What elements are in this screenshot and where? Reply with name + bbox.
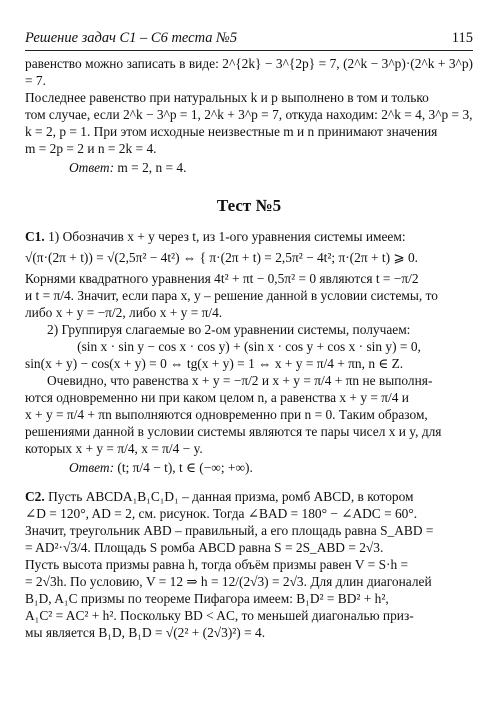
text-line [25, 228, 473, 245]
text-span: Пусть ABCDA₁B₁C₁D₁ – данная призма, ромб ABCD, в котором [48, 489, 414, 504]
text-line: которых x + y = π/4, x = π/4 − y. [25, 441, 203, 456]
answer-label: Ответ: [69, 160, 115, 175]
formula-line: (sin x · sin y − cos x · cos y) + (sin x · cos y + cos x · sin y) = 0, [77, 339, 421, 354]
text-line: k = 2, p = 1. При этом исходные неизвестные m и n принимают значения [25, 124, 438, 139]
text-line: Последнее равенство при натуральных k и p выполнено в том и только [25, 90, 429, 105]
text-line: = 2√3h. По условию, V = 12 ⇒ h = 12/(2√3) = 2√3. Для длин диагоналей [25, 574, 432, 589]
text-line: A₁C² = AC² + h². Поскольку BD < AC, то меньшей диагональю приз- [25, 608, 414, 623]
answer-label: Ответ: [69, 460, 115, 475]
text-line: ∠D = 120°, AD = 2, см. рисунок. Тогда ∠BAD = 180° − ∠ADC = 60°. [25, 506, 418, 521]
text-line: Пусть высота призмы равна h, тогда объём призмы равен V = S·h = [25, 557, 409, 572]
answer-line [25, 459, 473, 476]
text-line: решениями данной в условии системы являются те пары чисел x и y, для [25, 424, 442, 439]
text-line: m = 2p = 2 и n = 2k = 4. [25, 141, 157, 156]
answer-value: (t; π/4 − t), t ∈ (−∞; +∞). [117, 460, 253, 475]
text-line: Корнями квадратного уравнения 4t² + πt − 0,5π² = 0 являются t = −π/2 [25, 271, 419, 286]
text-line: Значит, треугольник ABD – правильный, а его площадь равна S_ABD = [25, 523, 434, 538]
running-header [25, 30, 473, 51]
text-span: 1) Обозначив x + y через t, из 1-ого уравнения системы имеем: [48, 229, 406, 244]
answer-value: m = 2, n = 4. [117, 160, 187, 175]
text-line: том случае, если 2^k − 3^p = 1, 2^k + 3^p = 7, откуда находим: 2^k = 4, 3^p = 3, [25, 107, 473, 122]
text-line: = AD²·√3/4. Площадь S ромба ABCD равна S = 2S_ABD = 2√3. [25, 540, 384, 555]
text-line: и t = π/4. Значит, если пара x, y – решение данной в условии системы, то [25, 288, 438, 303]
text-line [25, 488, 473, 505]
formula-line: sin(x + y) − cos(x + y) = 0 ⇔ tg(x + y) = 1 ⇔ x + y = π/4 + πn, n ∈ Z. [25, 356, 404, 371]
formula-line: √(π·(2π + t)) = √(2,5π² − 4t²) ⇔ { π·(2π + t) = 2,5π² − 4t²; π·(2π + t) ⩾ 0. [25, 250, 418, 265]
text-line: Очевидно, что равенства x + y = −π/2 и x + y = π/4 + πn не выполня- [47, 373, 433, 388]
intro-block [25, 55, 473, 176]
text-line: x + y = π/4 + πn выполняются одновременно при n = 0. Таким образом, [25, 407, 428, 422]
text-line: B₁D, A₁C призмы по теореме Пифагора имеем: B₁D² = BD² + h², [25, 591, 389, 606]
section-title: Тест №5 [216, 196, 282, 215]
header-title: Решение задач С1 – С6 теста №5 [25, 30, 238, 46]
page-number: 115 [451, 30, 473, 46]
text-line: либо x + y = −π/2, либо x + y = π/4. [25, 305, 223, 320]
answer-line [25, 159, 473, 176]
problem-label: С1. [25, 229, 45, 244]
problem-c1 [25, 228, 473, 476]
text-line: мы является B₁D, B₁D = √(2² + (2√3)²) = 4. [25, 625, 266, 640]
problem-label: С2. [25, 489, 45, 504]
text-line: ются одновременно ни при каком целом n, а равенства x + y = π/4 и [25, 390, 409, 405]
text-line: 2) Группируя слагаемые во 2-ом уравнении системы, получаем: [47, 322, 411, 337]
text-line: равенство можно записать в виде: 2^{2k} − 3^{2p} = 7, (2^k − 3^p)·(2^k + 3^p) = 7. [25, 56, 473, 88]
problem-c2 [25, 488, 473, 641]
